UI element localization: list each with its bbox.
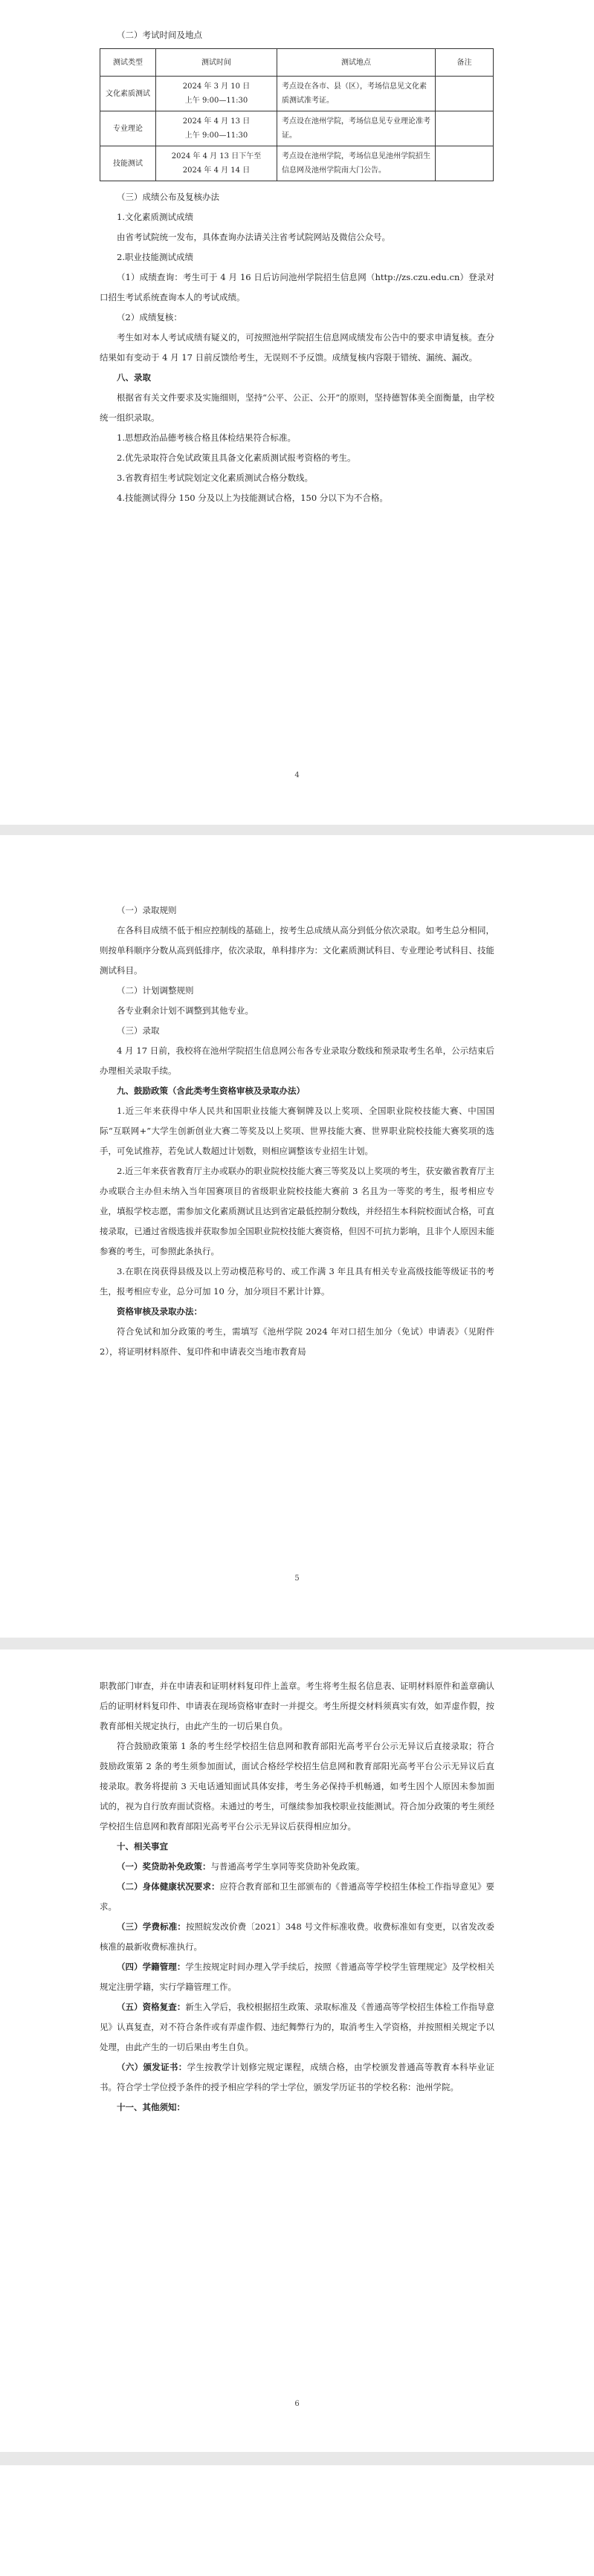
paragraph: 1.文化素质测试成绩 [117, 212, 193, 222]
table-cell-place: 考点设在各市、县（区），考场信息见文化素质测试准考证。 [277, 77, 436, 111]
page-number: 5 [294, 1574, 300, 1583]
item-label: （五）资格复查： [117, 2002, 186, 2012]
item-label: （四）学籍管理： [117, 1962, 186, 1972]
paragraph: 考生如对本人考试成绩有疑义的，可按照池州学院招生信息网成绩发布公告中的要求申请复核。查分结果如有变动于 4 月 17 日前反馈给考生，无误则不予反馈。成绩复核内容限于错统、漏统、漏改。 [100, 332, 494, 363]
document-page-4 [0, 0, 594, 825]
item-text: 学生按规定时间办理入学手续后，按照《普通高等学校学生管理规定》及学校相关规定注册学籍，实行学籍管理工作。 [100, 1962, 494, 1992]
table-cell-time-line: 2024 年 4 月 14 日 [182, 166, 251, 175]
paragraph: （2）成绩复核： [117, 312, 182, 322]
section-heading-related: 十、相关事宜 [117, 1841, 168, 1852]
table-row [100, 111, 494, 146]
paragraph: 3.省教育招生考试院划定文化素质测试合格分数线。 [117, 473, 313, 483]
document-page-5 [0, 835, 594, 1638]
table-cell-note [436, 111, 494, 146]
item-text: 学生按教学计划修完规定课程，成绩合格，由学校颁发普通高等教育本科毕业证书。符合学士学位授予条件的授予相应学科的学士学位，颁发学历证书的学校名称：池州学院。 [100, 2062, 495, 2092]
table-header-place: 测试地点 [277, 49, 436, 77]
section-heading-score: （三）成绩公布及复核办法 [117, 192, 219, 202]
paragraph: 根据省有关文件要求及实施细则，坚持“公平、公正、公开”的原则，坚持德智体美全面衡量，由学校统一组织录取。 [100, 392, 494, 423]
section-heading-plan: （二）计划调整规则 [117, 985, 194, 996]
section-heading-exam-time: （二）考试时间及地点 [117, 30, 202, 40]
paragraph: 2.近三年来获省教育厅主办或联办的职业院校技能大赛三等奖及以上奖项的考生，获安徽省教育厅主办或联合主办但未纳入当年国赛项目的省级职业院校技能大赛前 3 名且为一等奖的考生，报考相应专业，填报学校志愿，需参加文化素质测试且达到省定最低控制分数线，并经招生本科院校面试合格，可直接录取，已通过省级选拔并获取参加全国职业院校技能大赛资格，但因不可抗力影响，且非个人原因未能参赛的考生，可参照此条执行。 [100, 1166, 494, 1256]
paragraph: 2.优先录取符合免试政策且具备文化素质测试报考资格的考生。 [117, 452, 356, 463]
table-cell-time [156, 146, 277, 181]
table-header-row [100, 49, 494, 77]
table-cell-time [156, 77, 277, 111]
paragraph [100, 1997, 494, 2057]
paragraph: 在各科目成绩不低于相应控制线的基础上，按考生总成绩从高分到低分依次录取。如考生总分相同，则按单科顺序分数从高到低排序，依次录取，单科排序为：文化素质测试科目、专业理论考试科目、技能测试科目。 [100, 925, 494, 976]
table-header-type: 测试类型 [100, 49, 156, 77]
paragraph: 由省考试院统一发布，具体查询办法请关注省考试院网站及微信公众号。 [117, 232, 390, 242]
page-number: 4 [294, 771, 300, 779]
section-heading-other: 十一、其他须知： [117, 2102, 185, 2112]
document-page-7 [0, 2465, 594, 2576]
page-number: 6 [294, 2400, 300, 2408]
table-cell-type: 文化素质测试 [100, 77, 156, 111]
table-cell-time-line: 2024 年 4 月 13 日下午至 [171, 152, 262, 160]
paragraph [100, 1917, 494, 1957]
section-heading-rules: （一）录取规则 [117, 905, 177, 915]
table-header-time: 测试时间 [156, 49, 277, 77]
table-cell-note [436, 77, 494, 111]
paragraph: 符合免试和加分政策的考生，需填写《池州学院 2024 年对口招生加分（免试）申请表》（见附件 2），将证明材料原件、复印件和申请表交当地市教育局 [100, 1326, 494, 1357]
document-page-6 [0, 1649, 594, 2452]
paragraph: 职教部门审查，并在申请表和证明材料复印件上盖章。考生将考生报名信息表、证明材料原件和盖章确认后的证明材料复印件、申请表在现场资格审查时一并提交。考生所提交材料须真实有效，如弄虚作假，按教育部相关规定执行，由此产生的一切后果自负。 [100, 1681, 494, 1731]
table-cell-place: 考点设在池州学院，考场信息见池州学院招生信息网及池州学院南大门公告。 [277, 146, 436, 181]
paragraph: 3.在职在岗获得县级及以上劳动模范称号的、或工作满 3 年且具有相关专业高级技能等级证书的考生，报考相应专业，总分可加 10 分，加分项目不累计计算。 [100, 1266, 494, 1297]
exam-schedule-table [100, 48, 494, 181]
table-cell-time-line: 2024 年 4 月 13 日 [182, 117, 251, 126]
item-label: （三）学费标准： [117, 1921, 186, 1932]
item-text: 与普通高考学生享同等奖贷助补免政策。 [210, 1861, 365, 1872]
item-text: 按照皖发改价费〔2021〕348 号文件标准收费。收费标准如有变更，以省发改委核准的最新收费标准执行。 [100, 1921, 495, 1952]
table-cell-time-line: 上午 9:00—11:30 [184, 97, 248, 105]
paragraph [100, 1957, 494, 1997]
table-cell-time [156, 111, 277, 146]
table-cell-type: 技能测试 [100, 146, 156, 181]
table-cell-time-line: 2024 年 3 月 10 日 [182, 82, 251, 91]
paragraph: 2.职业技能测试成绩 [117, 252, 193, 262]
item-label: （一）奖贷助补免政策： [117, 1861, 211, 1872]
section-heading-review: 资格审核及录取办法： [117, 1306, 202, 1317]
section-heading-incentive: 九、鼓励政策（含此类考生资格审核及录取办法） [117, 1086, 305, 1096]
table-cell-type: 专业理论 [100, 111, 156, 146]
paragraph [100, 2057, 494, 2098]
paragraph: 1.近三年来获得中华人民共和国职业技能大赛铜牌及以上奖项、全国职业院校技能大赛、中国国际“互联网+”大学生创新创业大赛二等奖及以上奖项、世界技能大赛、世界职业院校技能大赛奖项的选手，可免试推荐，若免试人数超过计划数，则相应调整该专业招生计划。 [100, 1106, 494, 1156]
paragraph: 各专业剩余计划不调整到其他专业。 [117, 1005, 254, 1016]
table-cell-place: 考点设在池州学院，考场信息见专业理论准考证。 [277, 111, 436, 146]
paragraph: 4.技能测试得分 150 分及以上为技能测试合格，150 分以下为不合格。 [117, 493, 388, 503]
item-text: 应符合教育部和卫生部颁布的《普通高等学校招生体检工作指导意见》要求。 [100, 1881, 495, 1912]
table-row [100, 146, 494, 181]
table-header-note: 备注 [436, 49, 494, 77]
paragraph: 1.思想政治品德考核合格且体检结果符合标准。 [117, 432, 296, 443]
item-label: （二）身体健康状况要求： [117, 1881, 220, 1892]
paragraph: 符合鼓励政策第 1 条的考生经学校招生信息网和教育部阳光高考平台公示无异议后直接录取；符合鼓励政策第 2 条的考生须参加面试，面试合格经学校招生信息网和教育部阳光高考平台公示无异议后直接录取。教务将提前 3 天电话通知面试具体安排，考生务必保持手机畅通，如考生因个人原因未参加面试的，视为自行放弃面试资格。未通过的考生，可继续参加我校职业技能测试。符合加分政策的考生须经学校招生信息网和教育部阳光高考平台公示无异议后获得相应加分。 [100, 1741, 494, 1832]
paragraph: 4 月 17 日前，我校将在池州学院招生信息网公布各专业录取分数线和预录取考生名单，公示结束后办理相关录取手续。 [100, 1045, 494, 1076]
paragraph: （1）成绩查询：考生可于 4 月 16 日后访问池州学院招生信息网（http://zs.czu.edu.cn）登录对口招生考试系统查询本人的考试成绩。 [100, 272, 494, 302]
table-cell-time-line: 上午 9:00—11:30 [184, 132, 248, 140]
item-label: （六）颁发证书： [117, 2062, 187, 2072]
paragraph [100, 1857, 494, 1877]
table-row [100, 77, 494, 111]
table-cell-note [436, 146, 494, 181]
item-text: 新生入学后，我校根据招生政策、录取标准及《普通高等学校招生体检工作指导意见》认真复查，对不符合条件或有弄虚作假、违纪舞弊行为的，取消考生入学资格，并按照相关规定予以处理，由此产生的一切后果由考生自负。 [100, 2002, 494, 2052]
paragraph [100, 1877, 494, 1917]
section-heading-admission: 八、录取 [117, 372, 151, 383]
section-heading-admit: （三）录取 [117, 1025, 160, 1036]
